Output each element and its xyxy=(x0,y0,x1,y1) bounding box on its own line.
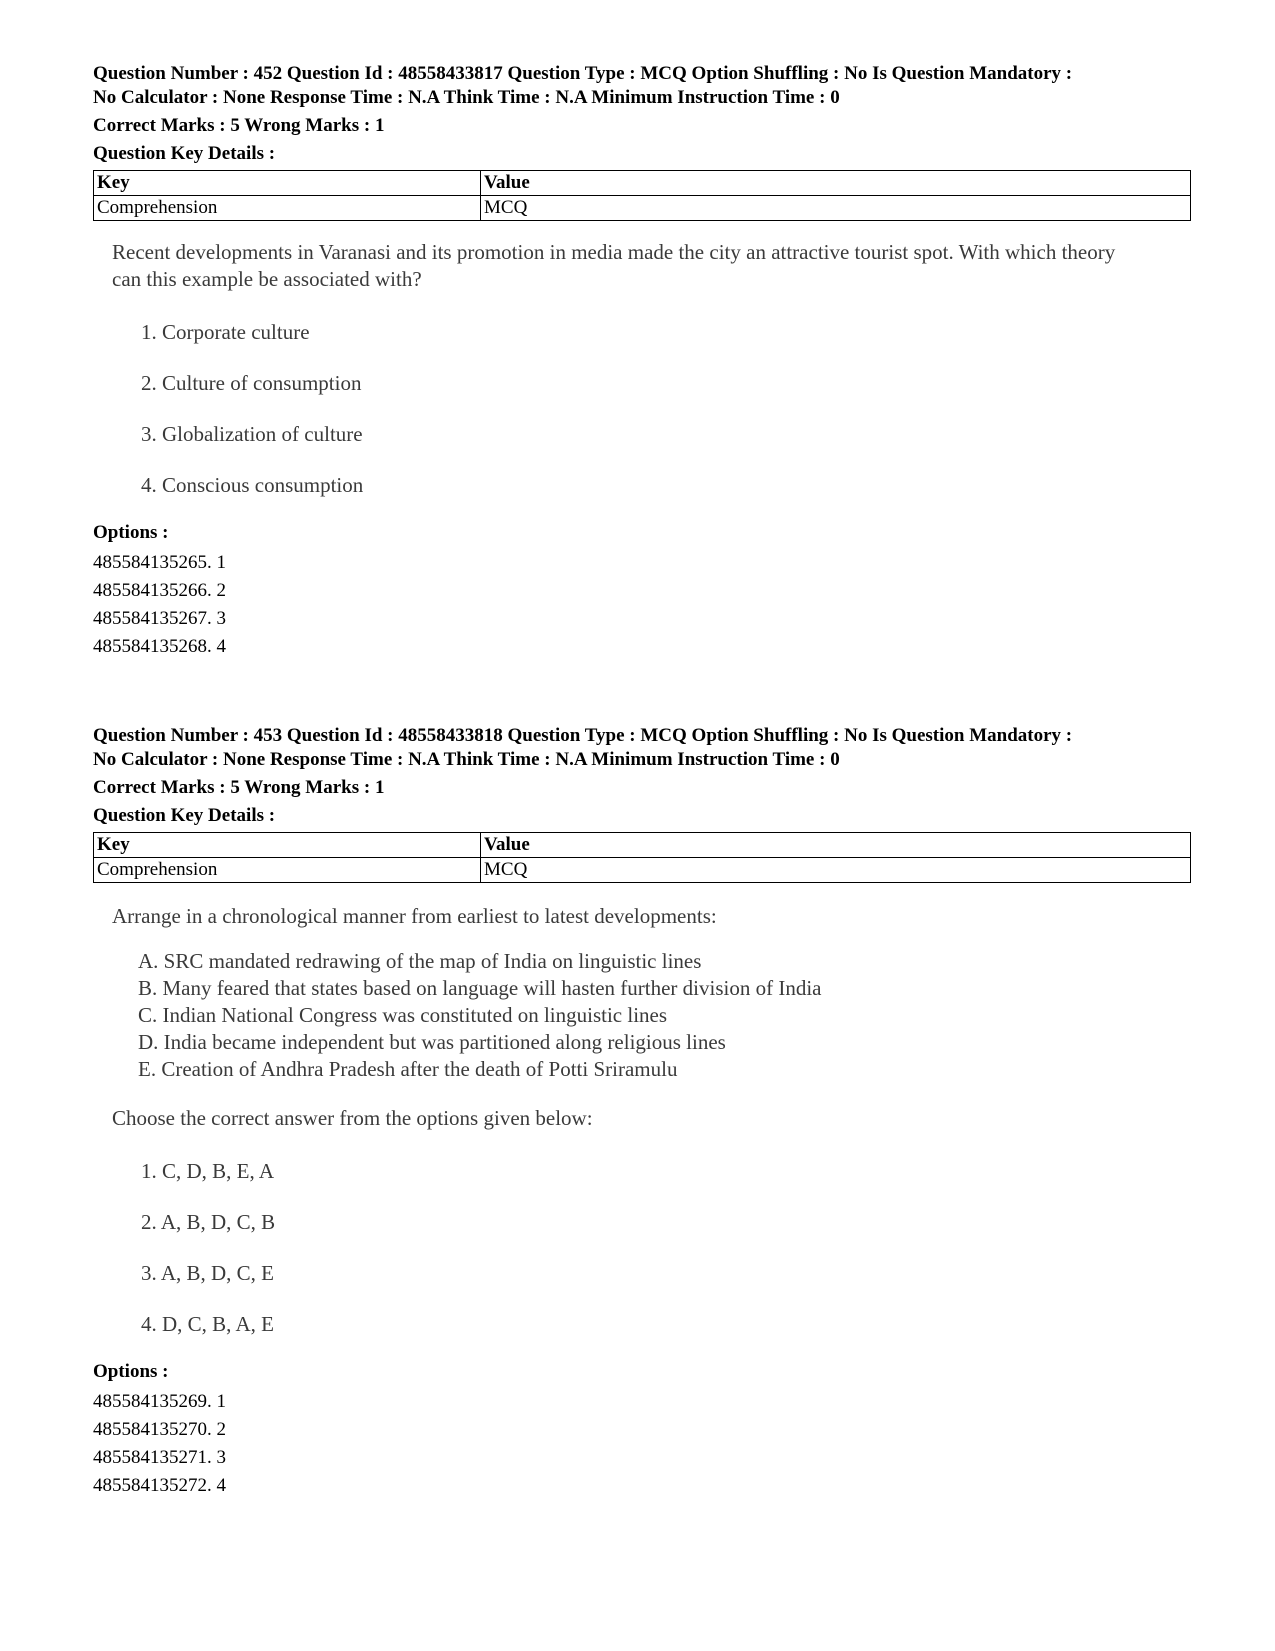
options-label: Options : xyxy=(93,1361,169,1382)
table-row xyxy=(94,858,1191,883)
table-cell-value: MCQ xyxy=(481,196,1191,221)
question-stem: Recent developments in Varanasi and its promotion in media made the city an attractive tourist spot. With which theory can this example be associated with? xyxy=(112,240,1116,291)
statement-item: C. Indian National Congress was constituted on linguistic lines xyxy=(138,1003,668,1027)
choice-list xyxy=(141,319,1183,499)
answer-instruction: Choose the correct answer from the options given below: xyxy=(112,1106,593,1130)
question-header-line2: No Calculator : None Response Time : N.A Think Time : N.A Minimum Instruction Time : 0 xyxy=(93,749,840,770)
marks-line: Correct Marks : 5 Wrong Marks : 1 xyxy=(93,777,385,798)
question-header-line1: Question Number : 452 Question Id : 48558433817 Question Type : MCQ Option Shuffling : No Is Question Mandatory : xyxy=(93,63,1073,84)
choice-item: 2. Culture of consumption xyxy=(141,371,362,395)
option-item: 485584135271. 3 xyxy=(93,1447,226,1468)
question-453 xyxy=(93,724,1183,1500)
statement-item: A. SRC mandated redrawing of the map of India on linguistic lines xyxy=(138,949,702,973)
key-details-table xyxy=(93,832,1191,883)
key-details-label: Question Key Details : xyxy=(93,143,276,164)
key-details-table xyxy=(93,170,1191,221)
key-details-label: Question Key Details : xyxy=(93,805,276,826)
table-header-key: Key xyxy=(94,833,481,858)
choice-item: 4. D, C, B, A, E xyxy=(141,1312,275,1336)
table-header-row xyxy=(94,833,1191,858)
table-header-value: Value xyxy=(481,833,1191,858)
choice-list xyxy=(141,1158,1183,1338)
choice-item: 2. A, B, D, C, B xyxy=(141,1210,276,1234)
choice-item: 3. Globalization of culture xyxy=(141,422,363,446)
statement-item: E. Creation of Andhra Pradesh after the death of Potti Sriramulu xyxy=(138,1057,678,1081)
option-item: 485584135267. 3 xyxy=(93,608,226,629)
table-cell-value: MCQ xyxy=(481,858,1191,883)
table-row xyxy=(94,196,1191,221)
question-452 xyxy=(93,62,1183,661)
option-item: 485584135270. 2 xyxy=(93,1419,226,1440)
table-cell-key: Comprehension xyxy=(94,196,481,221)
options-list xyxy=(93,549,1183,661)
table-header-key: Key xyxy=(94,171,481,196)
option-item: 485584135268. 4 xyxy=(93,636,226,657)
choice-item: 1. C, D, B, E, A xyxy=(141,1159,275,1183)
option-item: 485584135272. 4 xyxy=(93,1475,226,1496)
options-list xyxy=(93,1388,1183,1500)
statement-list xyxy=(138,948,1183,1083)
statement-item: B. Many feared that states based on language will hasten further division of India xyxy=(138,976,822,1000)
choice-item: 4. Conscious consumption xyxy=(141,473,364,497)
option-item: 485584135265. 1 xyxy=(93,552,226,573)
options-label: Options : xyxy=(93,522,169,543)
table-header-row xyxy=(94,171,1191,196)
question-header-line2: No Calculator : None Response Time : N.A Think Time : N.A Minimum Instruction Time : 0 xyxy=(93,87,840,108)
option-item: 485584135269. 1 xyxy=(93,1391,226,1412)
option-item: 485584135266. 2 xyxy=(93,580,226,601)
choice-item: 3. A, B, D, C, E xyxy=(141,1261,275,1285)
table-header-value: Value xyxy=(481,171,1191,196)
choice-item: 1. Corporate culture xyxy=(141,320,310,344)
marks-line: Correct Marks : 5 Wrong Marks : 1 xyxy=(93,115,385,136)
statement-item: D. India became independent but was partitioned along religious lines xyxy=(138,1030,726,1054)
table-cell-key: Comprehension xyxy=(94,858,481,883)
question-header-line1: Question Number : 453 Question Id : 48558433818 Question Type : MCQ Option Shuffling : No Is Question Mandatory : xyxy=(93,725,1073,746)
question-stem: Arrange in a chronological manner from earliest to latest developments: xyxy=(112,904,717,928)
